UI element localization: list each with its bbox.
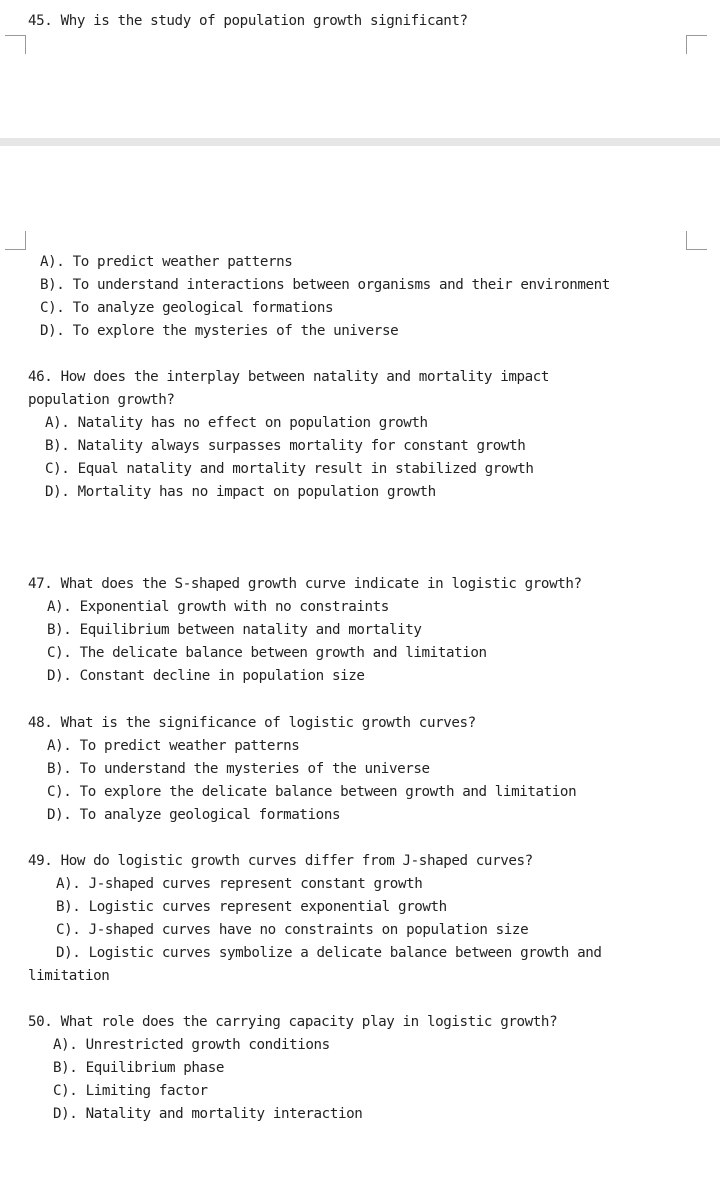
page-corner-mark-top-left (5, 35, 26, 54)
question-45-option-b: B). To understand interactions between organisms and their environment (40, 277, 610, 293)
question-50-option-a: A). Unrestricted growth conditions (53, 1037, 330, 1053)
page-corner-mark-top-right (686, 35, 707, 54)
question-45-option-c: C). To analyze geological formations (40, 300, 334, 316)
question-49-option-a: A). J-shaped curves represent constant growth (56, 876, 423, 892)
question-49-option-c: C). J-shaped curves have no constraints on population size (56, 922, 529, 938)
question-48-option-d: D). To analyze geological formations (47, 807, 341, 823)
question-46-option-a: A). Natality has no effect on population growth (45, 415, 428, 431)
question-50-option-c: C). Limiting factor (53, 1083, 208, 1099)
question-48-option-b: B). To understand the mysteries of the universe (47, 761, 430, 777)
question-45-option-a: A). To predict weather patterns (40, 254, 293, 270)
question-49-option-d-wrap: limitation (28, 968, 110, 984)
question-46-text-line2: population growth? (28, 392, 175, 408)
question-47-option-c: C). The delicate balance between growth and limitation (47, 645, 487, 661)
question-46-option-c: C). Equal natality and mortality result in stabilized growth (45, 461, 534, 477)
page-corner-mark-bottom-right (686, 231, 707, 250)
question-46-option-d: D). Mortality has no impact on population growth (45, 484, 436, 500)
question-48-option-a: A). To predict weather patterns (47, 738, 300, 754)
question-49-option-b: B). Logistic curves represent exponential growth (56, 899, 447, 915)
question-50-text: 50. What role does the carrying capacity play in logistic growth? (28, 1014, 558, 1030)
page-break-gap (0, 138, 720, 146)
question-49-option-d: D). Logistic curves symbolize a delicate balance between growth and (56, 945, 602, 961)
question-47-text: 47. What does the S-shaped growth curve indicate in logistic growth? (28, 576, 582, 592)
question-47-option-a: A). Exponential growth with no constraints (47, 599, 389, 615)
question-47-option-d: D). Constant decline in population size (47, 668, 365, 684)
question-48-option-c: C). To explore the delicate balance between growth and limitation (47, 784, 577, 800)
question-46-option-b: B). Natality always surpasses mortality for constant growth (45, 438, 526, 454)
question-48-text: 48. What is the significance of logistic growth curves? (28, 715, 476, 731)
question-50-option-d: D). Natality and mortality interaction (53, 1106, 363, 1122)
question-45-text: 45. Why is the study of population growth significant? (28, 13, 468, 29)
question-45-option-d: D). To explore the mysteries of the universe (40, 323, 399, 339)
question-46-text-line1: 46. How does the interplay between natality and mortality impact (28, 369, 550, 385)
page-corner-mark-bottom-left (5, 231, 26, 250)
question-47-option-b: B). Equilibrium between natality and mortality (47, 622, 422, 638)
question-49-text: 49. How do logistic growth curves differ from J-shaped curves? (28, 853, 533, 869)
question-50-option-b: B). Equilibrium phase (53, 1060, 224, 1076)
